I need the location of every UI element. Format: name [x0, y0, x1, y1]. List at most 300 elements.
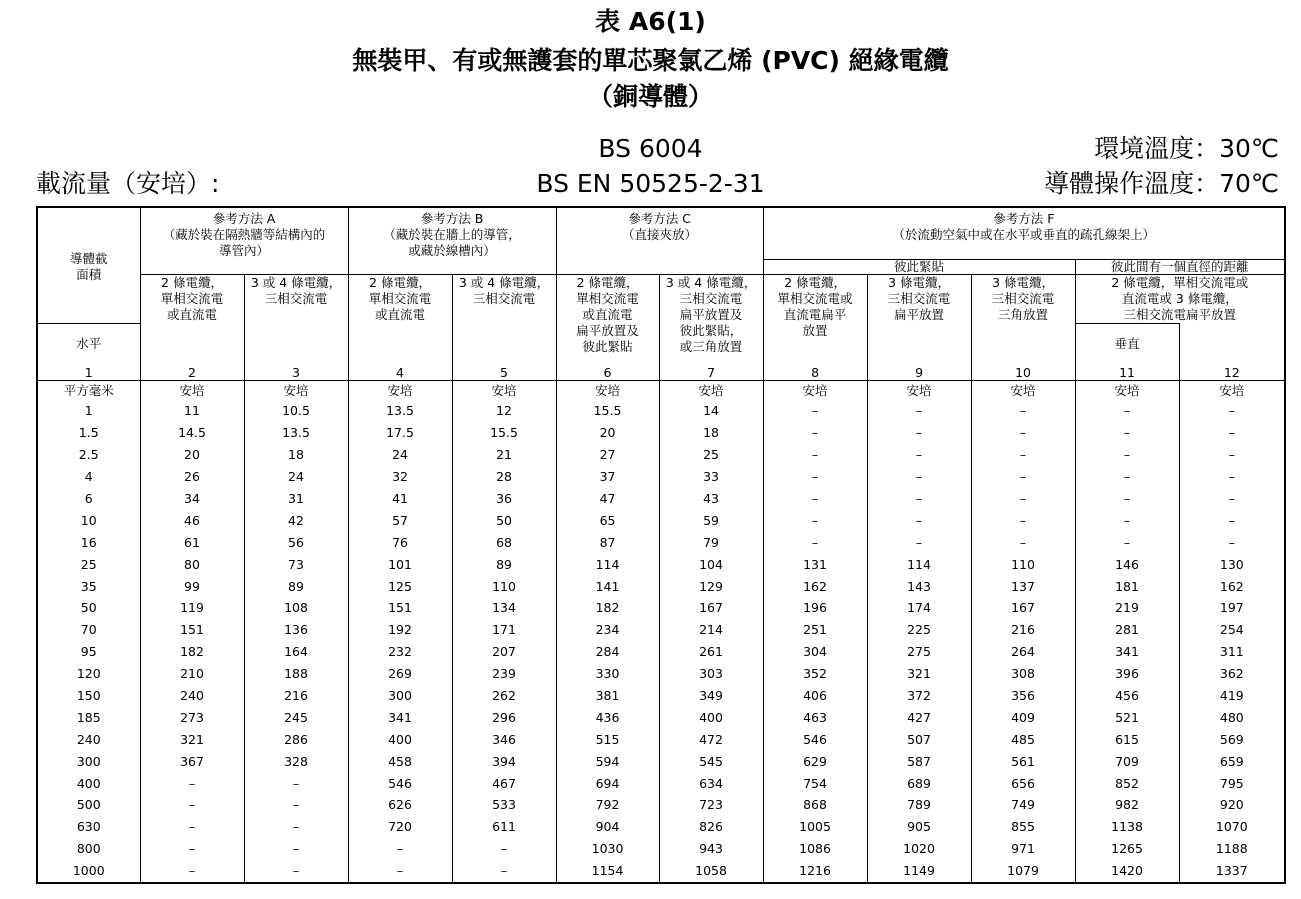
col10-header: 3 條電纜， 三相交流電 三角放置: [971, 274, 1075, 364]
unit-cell: 安培: [971, 380, 1075, 401]
current-rating-cell: 1005: [763, 816, 867, 838]
current-rating-cell: –: [140, 773, 244, 795]
current-rating-cell: 304: [763, 641, 867, 663]
current-rating-cell: 611: [452, 816, 556, 838]
current-rating-cell: 79: [659, 532, 763, 554]
spaced-header: 彼此間有一個直徑的距離: [1075, 259, 1285, 274]
table-row: [37, 663, 1285, 685]
current-rating-cell: 427: [867, 707, 971, 729]
current-rating-cell: 196: [763, 598, 867, 620]
current-rating-cell: 855: [971, 816, 1075, 838]
current-rating-cell: 47: [556, 488, 659, 510]
current-rating-cell: 308: [971, 663, 1075, 685]
conductor-area-cell: 35: [37, 576, 140, 598]
current-rating-cell: 12: [452, 401, 556, 423]
method-f-header: 參考方法 F （於流動空氣中或在水平或垂直的疏孔線架上）: [763, 207, 1285, 259]
conductor-area-cell: 25: [37, 554, 140, 576]
column-number: 9: [867, 364, 971, 381]
current-rating-cell: –: [867, 444, 971, 466]
current-rating-cell: 182: [140, 641, 244, 663]
current-rating-cell: 24: [244, 466, 348, 488]
current-rating-cell: 31: [244, 488, 348, 510]
current-rating-cell: 463: [763, 707, 867, 729]
current-rating-cell: 46: [140, 510, 244, 532]
current-rating-cell: 65: [556, 510, 659, 532]
current-rating-cell: 659: [1179, 751, 1285, 773]
table-row: [37, 466, 1285, 488]
current-rating-cell: 789: [867, 795, 971, 817]
table-row: [37, 860, 1285, 883]
current-rating-cell: 171: [452, 619, 556, 641]
current-rating-cell: –: [452, 860, 556, 883]
current-rating-cell: –: [1179, 401, 1285, 423]
current-rating-cell: 264: [971, 641, 1075, 663]
table-row: [37, 554, 1285, 576]
current-rating-cell: 164: [244, 641, 348, 663]
table-row: [37, 751, 1285, 773]
current-rating-cell: 436: [556, 707, 659, 729]
current-rating-cell: 634: [659, 773, 763, 795]
conductor-area-cell: 500: [37, 795, 140, 817]
current-rating-cell: 269: [348, 663, 452, 685]
column-number: 4: [348, 364, 452, 381]
current-rating-cell: –: [244, 838, 348, 860]
current-rating-cell: 852: [1075, 773, 1179, 795]
current-rating-cell: –: [867, 532, 971, 554]
current-rating-cell: 546: [348, 773, 452, 795]
current-rating-cell: 73: [244, 554, 348, 576]
table-row: [37, 422, 1285, 444]
current-rating-cell: 587: [867, 751, 971, 773]
current-rating-cell: 286: [244, 729, 348, 751]
current-rating-cell: 723: [659, 795, 763, 817]
current-rating-cell: 68: [452, 532, 556, 554]
current-rating-cell: 87: [556, 532, 659, 554]
current-rating-cell: 143: [867, 576, 971, 598]
current-rating-cell: 174: [867, 598, 971, 620]
current-rating-cell: 328: [244, 751, 348, 773]
current-rating-cell: 356: [971, 685, 1075, 707]
current-rating-cell: 1020: [867, 838, 971, 860]
current-rating-cell: –: [1179, 488, 1285, 510]
current-rating-cell: 114: [867, 554, 971, 576]
current-rating-cell: 400: [348, 729, 452, 751]
current-rating-cell: 1030: [556, 838, 659, 860]
conductor-area-cell: 16: [37, 532, 140, 554]
current-rating-cell: 1070: [1179, 816, 1285, 838]
current-rating-cell: 80: [140, 554, 244, 576]
current-rating-cell: 131: [763, 554, 867, 576]
method-c-header: 參考方法 C （直接夾放）: [556, 207, 763, 259]
current-rating-cell: –: [867, 510, 971, 532]
current-rating-cell: 216: [244, 685, 348, 707]
current-rating-cell: –: [763, 401, 867, 423]
table-body: [37, 401, 1285, 884]
conductor-area-cell: 185: [37, 707, 140, 729]
table-row: [37, 707, 1285, 729]
column-number: 7: [659, 364, 763, 381]
current-rating-cell: 197: [1179, 598, 1285, 620]
current-rating-cell: –: [244, 773, 348, 795]
current-rating-cell: 18: [244, 444, 348, 466]
table-row: [37, 444, 1285, 466]
current-rating-cell: 1086: [763, 838, 867, 860]
col7-header: 3 或 4 條電纜， 三相交流電 扁平放置及 彼此緊貼， 或三角放置: [659, 274, 763, 364]
current-rating-cell: 146: [1075, 554, 1179, 576]
column-number-row: [37, 364, 1285, 381]
standard-bs6004: BS 6004: [598, 134, 703, 163]
current-rating-cell: 480: [1179, 707, 1285, 729]
current-rating-cell: 400: [659, 707, 763, 729]
current-rating-cell: –: [763, 422, 867, 444]
current-rating-cell: 296: [452, 707, 556, 729]
current-rating-cell: 1216: [763, 860, 867, 883]
current-rating-cell: 904: [556, 816, 659, 838]
current-rating-cell: 626: [348, 795, 452, 817]
current-rating-cell: 275: [867, 641, 971, 663]
current-rating-cell: 15.5: [556, 401, 659, 423]
current-rating-cell: 162: [1179, 576, 1285, 598]
current-rating-cell: 533: [452, 795, 556, 817]
current-rating-cell: 594: [556, 751, 659, 773]
current-rating-cell: 216: [971, 619, 1075, 641]
conductor-area-cell: 300: [37, 751, 140, 773]
current-rating-cell: 982: [1075, 795, 1179, 817]
unit-cell: 安培: [556, 380, 659, 401]
table-row: [37, 488, 1285, 510]
current-rating-cell: –: [1075, 466, 1179, 488]
table-row: [37, 510, 1285, 532]
current-rating-cell: –: [1179, 444, 1285, 466]
current-rating-cell: 656: [971, 773, 1075, 795]
current-rating-cell: 709: [1075, 751, 1179, 773]
current-rating-cell: –: [140, 860, 244, 883]
touching-header: 彼此緊貼: [763, 259, 1075, 274]
current-rating-cell: 192: [348, 619, 452, 641]
conductor-area-cell: 95: [37, 641, 140, 663]
current-rating-cell: –: [1075, 510, 1179, 532]
current-rating-cell: –: [1179, 532, 1285, 554]
unit-cell: 安培: [763, 380, 867, 401]
current-capacity-caption: 載流量（安培）:: [36, 169, 220, 198]
current-rating-cell: –: [867, 422, 971, 444]
conductor-area-cell: 150: [37, 685, 140, 707]
current-rating-cell: 108: [244, 598, 348, 620]
current-rating-cell: 826: [659, 816, 763, 838]
current-rating-cell: 458: [348, 751, 452, 773]
unit-cell: 安培: [867, 380, 971, 401]
method-b-header: 參考方法 B （藏於裝在牆上的導管， 或藏於線槽內）: [348, 207, 556, 259]
current-rating-cell: –: [763, 444, 867, 466]
current-rating-cell: 1265: [1075, 838, 1179, 860]
col3-header: 3 或 4 條電纜， 三相交流電: [244, 274, 348, 364]
current-rating-cell: 406: [763, 685, 867, 707]
conductor-area-cell: 50: [37, 598, 140, 620]
unit-cell: 安培: [659, 380, 763, 401]
current-rating-cell: 17.5: [348, 422, 452, 444]
standard-bs-en-50525: BS EN 50525-2-31: [536, 169, 765, 198]
current-rating-cell: 181: [1075, 576, 1179, 598]
current-rating-cell: 507: [867, 729, 971, 751]
current-rating-cell: 134: [452, 598, 556, 620]
current-rating-cell: 10.5: [244, 401, 348, 423]
unit-cell: 安培: [348, 380, 452, 401]
current-rating-cell: 89: [244, 576, 348, 598]
current-rating-cell: 59: [659, 510, 763, 532]
current-rating-cell: 27: [556, 444, 659, 466]
conductor-area-cell: 240: [37, 729, 140, 751]
current-rating-cell: 456: [1075, 685, 1179, 707]
current-rating-cell: 13.5: [348, 401, 452, 423]
current-rating-cell: 330: [556, 663, 659, 685]
table-row: [37, 685, 1285, 707]
current-rating-cell: –: [140, 795, 244, 817]
unit-cell: 安培: [1075, 380, 1179, 401]
current-rating-cell: 362: [1179, 663, 1285, 685]
current-rating-cell: 36: [452, 488, 556, 510]
current-rating-cell: 689: [867, 773, 971, 795]
column-number: 5: [452, 364, 556, 381]
current-rating-cell: 281: [1075, 619, 1179, 641]
current-rating-cell: –: [763, 466, 867, 488]
col6-header: 2 條電纜， 單相交流電 或直流電 扁平放置及 彼此緊貼: [556, 274, 659, 364]
current-rating-cell: 943: [659, 838, 763, 860]
table-row: [37, 532, 1285, 554]
table-row: [37, 619, 1285, 641]
current-rating-cell: 99: [140, 576, 244, 598]
conductor-area-cell: 1000: [37, 860, 140, 883]
current-rating-cell: –: [348, 838, 452, 860]
current-rating-cell: 110: [452, 576, 556, 598]
current-rating-cell: 1058: [659, 860, 763, 883]
unit-cell: 安培: [452, 380, 556, 401]
current-rating-cell: 43: [659, 488, 763, 510]
col2-header: 2 條電纜， 單相交流電 或直流電: [140, 274, 244, 364]
current-rating-cell: 20: [140, 444, 244, 466]
current-rating-cell: 868: [763, 795, 867, 817]
current-rating-table: [36, 206, 1286, 884]
conductor-area-cell: 10: [37, 510, 140, 532]
current-rating-cell: 1420: [1075, 860, 1179, 883]
conductor-area-cell: 2.5: [37, 444, 140, 466]
unit-cell: 平方毫米: [37, 380, 140, 401]
current-rating-cell: 234: [556, 619, 659, 641]
current-rating-cell: –: [1075, 488, 1179, 510]
current-rating-cell: 188: [244, 663, 348, 685]
current-rating-cell: –: [140, 816, 244, 838]
current-rating-cell: –: [244, 860, 348, 883]
table-row: [37, 598, 1285, 620]
column-number: 6: [556, 364, 659, 381]
current-rating-cell: 89: [452, 554, 556, 576]
current-rating-cell: 210: [140, 663, 244, 685]
current-rating-cell: 321: [867, 663, 971, 685]
current-rating-cell: 33: [659, 466, 763, 488]
current-rating-cell: 1138: [1075, 816, 1179, 838]
table-row: [37, 816, 1285, 838]
table-row: [37, 773, 1285, 795]
current-rating-cell: 303: [659, 663, 763, 685]
unit-cell: 安培: [1179, 380, 1285, 401]
current-rating-cell: –: [348, 860, 452, 883]
current-rating-cell: 515: [556, 729, 659, 751]
current-rating-cell: –: [971, 532, 1075, 554]
table-row: [37, 401, 1285, 423]
current-rating-cell: 76: [348, 532, 452, 554]
current-rating-cell: –: [1075, 444, 1179, 466]
current-rating-cell: –: [971, 444, 1075, 466]
current-rating-cell: 137: [971, 576, 1075, 598]
table-row: [37, 838, 1285, 860]
current-rating-cell: –: [1179, 466, 1285, 488]
current-rating-cell: 239: [452, 663, 556, 685]
current-rating-cell: –: [867, 466, 971, 488]
current-rating-cell: 300: [348, 685, 452, 707]
current-rating-cell: 754: [763, 773, 867, 795]
col11-12-header: 2 條電纜，單相交流電或 直流電或 3 條電纜， 三相交流電扁平放置: [1075, 274, 1285, 323]
current-rating-cell: 311: [1179, 641, 1285, 663]
current-rating-cell: 232: [348, 641, 452, 663]
current-rating-cell: –: [1075, 401, 1179, 423]
current-rating-cell: 720: [348, 816, 452, 838]
ambient-temperature: 環境溫度：30℃: [1094, 134, 1279, 163]
current-rating-cell: 130: [1179, 554, 1285, 576]
current-rating-cell: 219: [1075, 598, 1179, 620]
current-rating-cell: –: [971, 466, 1075, 488]
current-rating-cell: 151: [140, 619, 244, 641]
current-rating-cell: –: [867, 488, 971, 510]
column-number: 8: [763, 364, 867, 381]
column-number: 12: [1179, 364, 1285, 381]
current-rating-cell: 629: [763, 751, 867, 773]
current-rating-cell: 352: [763, 663, 867, 685]
vertical-header: 垂直: [1075, 323, 1179, 364]
current-rating-cell: –: [763, 510, 867, 532]
current-rating-cell: 167: [971, 598, 1075, 620]
current-rating-cell: 240: [140, 685, 244, 707]
current-rating-cell: 162: [763, 576, 867, 598]
current-rating-cell: 28: [452, 466, 556, 488]
current-rating-cell: 694: [556, 773, 659, 795]
current-rating-cell: 141: [556, 576, 659, 598]
current-rating-cell: 971: [971, 838, 1075, 860]
method-a-header: 參考方法 A （藏於裝在隔熱牆等結構內的 導管內）: [140, 207, 348, 259]
current-rating-cell: 32: [348, 466, 452, 488]
current-rating-cell: 396: [1075, 663, 1179, 685]
conductor-area-cell: 400: [37, 773, 140, 795]
conductor-area-cell: 800: [37, 838, 140, 860]
table-row: [37, 576, 1285, 598]
unit-row: [37, 380, 1285, 401]
current-rating-cell: 1188: [1179, 838, 1285, 860]
current-rating-cell: –: [763, 532, 867, 554]
unit-cell: 安培: [140, 380, 244, 401]
current-rating-cell: 409: [971, 707, 1075, 729]
current-rating-cell: –: [140, 838, 244, 860]
current-rating-cell: 136: [244, 619, 348, 641]
current-rating-cell: 214: [659, 619, 763, 641]
current-rating-cell: 20: [556, 422, 659, 444]
current-rating-cell: 129: [659, 576, 763, 598]
current-rating-cell: 321: [140, 729, 244, 751]
current-rating-cell: 56: [244, 532, 348, 554]
current-rating-cell: 521: [1075, 707, 1179, 729]
current-rating-cell: –: [452, 838, 556, 860]
current-rating-cell: 114: [556, 554, 659, 576]
current-rating-cell: –: [867, 401, 971, 423]
current-rating-cell: 21: [452, 444, 556, 466]
current-rating-cell: 749: [971, 795, 1075, 817]
current-rating-cell: –: [763, 488, 867, 510]
current-rating-cell: 11: [140, 401, 244, 423]
current-rating-cell: 101: [348, 554, 452, 576]
current-rating-cell: 1154: [556, 860, 659, 883]
column-number: 2: [140, 364, 244, 381]
table-row: [37, 729, 1285, 751]
current-rating-cell: 545: [659, 751, 763, 773]
col4-header: 2 條電纜， 單相交流電 或直流電: [348, 274, 452, 364]
current-rating-cell: 41: [348, 488, 452, 510]
current-rating-cell: 1337: [1179, 860, 1285, 883]
col8-header: 2 條電纜， 單相交流電或 直流電扁平 放置: [763, 274, 867, 364]
current-rating-cell: 125: [348, 576, 452, 598]
current-rating-cell: 25: [659, 444, 763, 466]
current-rating-cell: –: [1075, 422, 1179, 444]
current-rating-cell: 167: [659, 598, 763, 620]
column-number: 1: [37, 364, 140, 381]
current-rating-cell: 13.5: [244, 422, 348, 444]
current-rating-cell: 920: [1179, 795, 1285, 817]
unit-cell: 安培: [244, 380, 348, 401]
current-rating-cell: 905: [867, 816, 971, 838]
current-rating-cell: 57: [348, 510, 452, 532]
current-rating-cell: –: [1179, 422, 1285, 444]
current-rating-cell: 419: [1179, 685, 1285, 707]
current-rating-cell: 1149: [867, 860, 971, 883]
current-rating-cell: 34: [140, 488, 244, 510]
current-rating-cell: 795: [1179, 773, 1285, 795]
current-rating-cell: 372: [867, 685, 971, 707]
current-rating-cell: 42: [244, 510, 348, 532]
current-rating-cell: 24: [348, 444, 452, 466]
current-rating-cell: 119: [140, 598, 244, 620]
current-rating-cell: 110: [971, 554, 1075, 576]
current-rating-cell: 15.5: [452, 422, 556, 444]
current-rating-cell: –: [1075, 532, 1179, 554]
current-rating-cell: 14: [659, 401, 763, 423]
current-rating-cell: 182: [556, 598, 659, 620]
current-rating-cell: 1079: [971, 860, 1075, 883]
current-rating-cell: 284: [556, 641, 659, 663]
current-rating-cell: 254: [1179, 619, 1285, 641]
current-rating-cell: 251: [763, 619, 867, 641]
conductor-area-header: 導體截 面積: [37, 207, 140, 323]
current-rating-cell: 207: [452, 641, 556, 663]
conductor-area-cell: 4: [37, 466, 140, 488]
column-number: 11: [1075, 364, 1179, 381]
current-rating-cell: 151: [348, 598, 452, 620]
current-rating-cell: –: [971, 422, 1075, 444]
column-number: 3: [244, 364, 348, 381]
current-rating-cell: 546: [763, 729, 867, 751]
horizontal-header: 水平: [37, 323, 140, 364]
current-rating-cell: 14.5: [140, 422, 244, 444]
current-rating-cell: 561: [971, 751, 1075, 773]
current-rating-cell: 26: [140, 466, 244, 488]
conductor-area-cell: 1.5: [37, 422, 140, 444]
table-number: 表 A6(1): [595, 7, 706, 36]
current-rating-cell: –: [1179, 510, 1285, 532]
